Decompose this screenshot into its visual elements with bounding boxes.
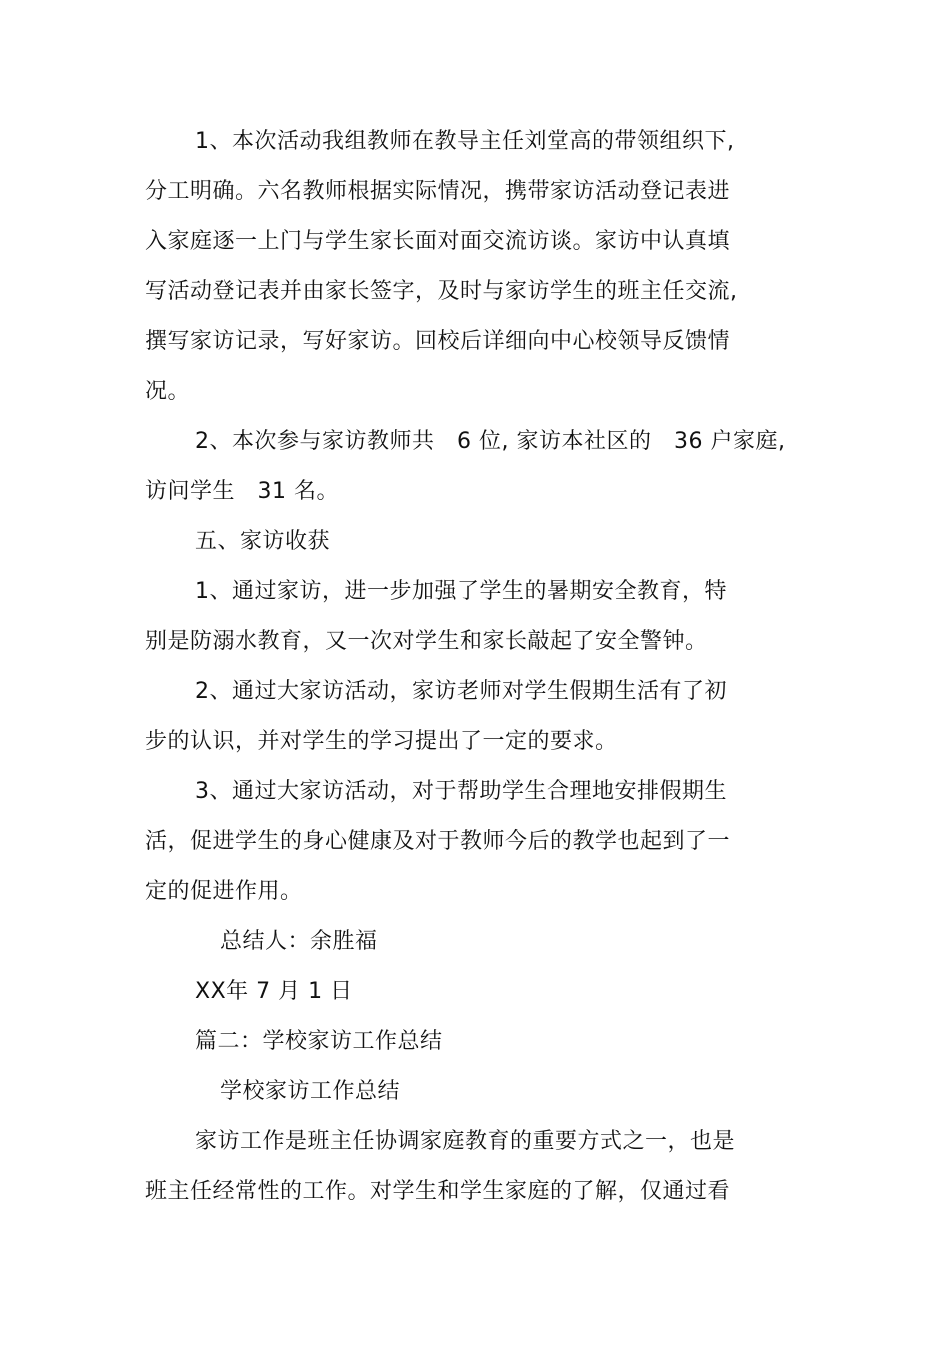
summary-author: 总结人：余胜福	[220, 929, 378, 954]
text-line: 2、通过大家访活动，家访老师对学生假期生活有了初	[195, 679, 727, 704]
section-title: 学校家访工作总结	[220, 1079, 401, 1104]
section-heading: 五、家访收获	[195, 529, 331, 554]
text-line: 活，促进学生的身心健康及对于教师今后的教学也起到了一	[145, 829, 731, 854]
text-line: 班主任经常性的工作。对学生和学生家庭的了解，仅通过看	[145, 1179, 731, 1204]
text-line: 定的促进作用。	[145, 879, 303, 904]
part-heading: 篇二：学校家访工作总结	[195, 1029, 443, 1054]
text-line: 别是防溺水教育，又一次对学生和家长敲起了安全警钟。	[145, 629, 708, 654]
text-line: 3、通过大家访活动，对于帮助学生合理地安排假期生	[195, 779, 727, 804]
text-line: 2、本次参与家访教师共 6 位, 家访本社区的 36 户家庭,	[195, 429, 786, 454]
text-line: 况。	[145, 379, 191, 404]
summary-date: XX年 7 月 1 日	[195, 979, 353, 1004]
text-line: 撰写家访记录，写好家访。回校后详细向中心校领导反馈情	[145, 329, 731, 354]
text-line: 访问学生 31 名。	[145, 479, 339, 504]
text-line: 入家庭逐一上门与学生家长面对面交流访谈。家访中认真填	[145, 229, 731, 254]
text-line: 家访工作是班主任协调家庭教育的重要方式之一，也是	[195, 1129, 736, 1154]
text-line: 写活动登记表并由家长签字，及时与家访学生的班主任交流,	[145, 279, 738, 304]
text-line: 1、通过家访，进一步加强了学生的暑期安全教育，特	[195, 579, 727, 604]
text-line: 1、本次活动我组教师在教导主任刘堂高的带领组织下,	[195, 129, 735, 154]
text-line: 步的认识，并对学生的学习提出了一定的要求。	[145, 729, 618, 754]
text-line: 分工明确。六名教师根据实际情况，携带家访活动登记表进	[145, 179, 731, 204]
